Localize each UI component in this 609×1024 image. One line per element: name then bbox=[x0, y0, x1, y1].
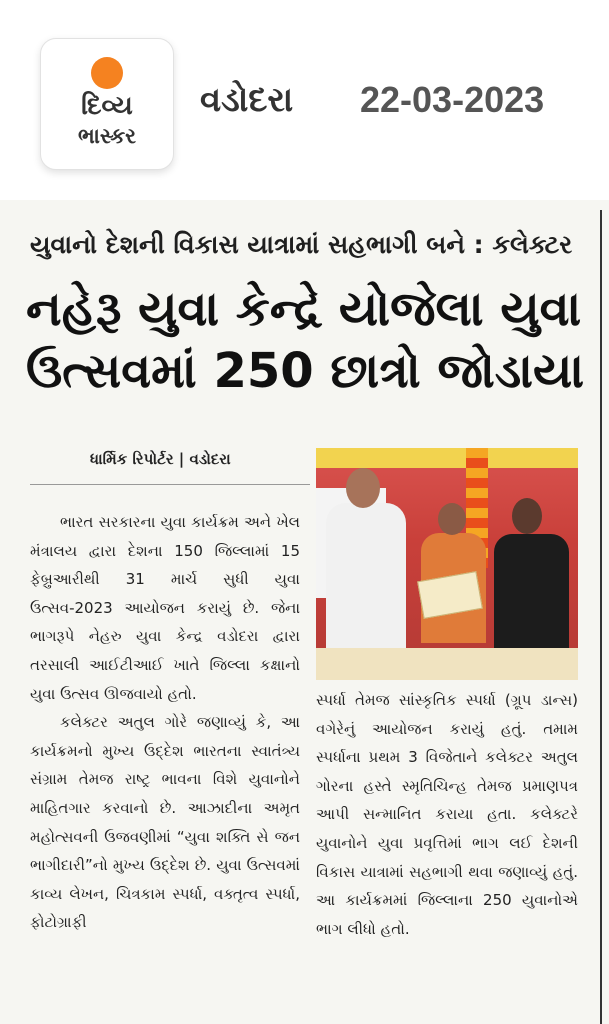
article-kicker: યુવાનો દેશની વિકાસ યાત્રામાં સહભાગી બને : કલેક્ટર bbox=[30, 230, 573, 259]
article-headline: નહેરૂ યુવા કેન્દ્રે યોજેલા યુવા ઉત્સવમાં 250 છાત્રો જોડાયા bbox=[26, 281, 585, 399]
photo-banner bbox=[316, 448, 578, 468]
page-header bbox=[0, 0, 609, 190]
article-photo bbox=[316, 448, 578, 680]
article-paragraph-2: કલેક્ટર અતુલ ગોરે જણાવ્યું કે, આ કાર્યક્રમનો મુખ્ય ઉદ્દેશ ભારતના સ્વાતંત્ર્ય સંગ્રામ તેમજ રાષ્ટ્ર ભાવના વિશે યુવાનોને માહિતગાર કરવાનો છે. આઝાદીના અમૃત મહોત્સવની ઉજવણીમાં “યુવા શક્તિ સે જન ભાગીદારી”નો મુખ્ય ઉદ્દેશ છે. યુવા ઉત્સવમાં કાવ્ય લેખન, ચિત્રકામ સ્પર્ધા, વક્તૃત્વ સ્પર્ધા, ફોટોગ્રાફી bbox=[30, 713, 300, 932]
article-paragraph-1: ભારત સરકારના યુવા કાર્યક્રમ અને ખેલ મંત્રાલય દ્વારા દેશના 150 જિલ્લામાં 15 ફેબ્રુઆરીથી 31 માર્ચ સુધી યુવા ઉત્સવ-2023 આયોજન કરાયું છે. જેના ભાગરૂપે નેહરુ યુવા કેન્દ્ર વડોદરા દ્વારા તરસાલી આઈટીઆઈ ખાતે જિલ્લા કક્ષાનો યુવા ઉત્સવ ઊજવાયો હતો. bbox=[30, 513, 300, 703]
article-paragraph-3: સ્પર્ધા તેમજ સાંસ્કૃતિક સ્પર્ધા (ગ્રૂપ ડાન્સ) વગેરેનું આયોજન કરાયું હતું. તમામ સ્પર્ધાના પ્રથમ 3 વિજેતાને કલેક્ટર અતુલ ગોરના હસ્તે સ્મૃતિચિન્હ તેમજ પ્રમાણપત્ર આપી સન્માનિત કરાયા હતા. કલેક્ટરે યુવાનોને યુવા પ્રવૃત્તિમાં ભાગ લઈ દેશની વિકાસ યાત્રામાં સહભાગી થવા જણાવ્યું હતું. આ કાર્યક્રમમાં જિલ્લાના 250 યુવાનોએ ભાગ લીધો હતો. bbox=[316, 691, 578, 938]
logo-text-line1: દિવ્ય bbox=[81, 91, 133, 121]
article-byline: ધાર્મિક રિપોર્ટર | વડોદરા bbox=[90, 450, 231, 468]
article-body-left bbox=[30, 508, 300, 937]
date-label: 22-03-2023 bbox=[360, 79, 545, 120]
photo-person-head bbox=[512, 498, 542, 534]
byline-divider bbox=[30, 484, 310, 485]
photo-table bbox=[316, 648, 578, 680]
divya-bhaskar-logo bbox=[40, 38, 174, 170]
photo-person-collector bbox=[326, 503, 406, 653]
city-label: વડોદરા bbox=[200, 80, 294, 120]
photo-person-head bbox=[346, 468, 380, 508]
column-divider bbox=[600, 210, 602, 1024]
article-body-right bbox=[316, 686, 578, 943]
photo-person-head bbox=[438, 503, 466, 535]
logo-text-line2: ભાસ્કર bbox=[77, 124, 137, 148]
sun-icon bbox=[91, 57, 123, 89]
